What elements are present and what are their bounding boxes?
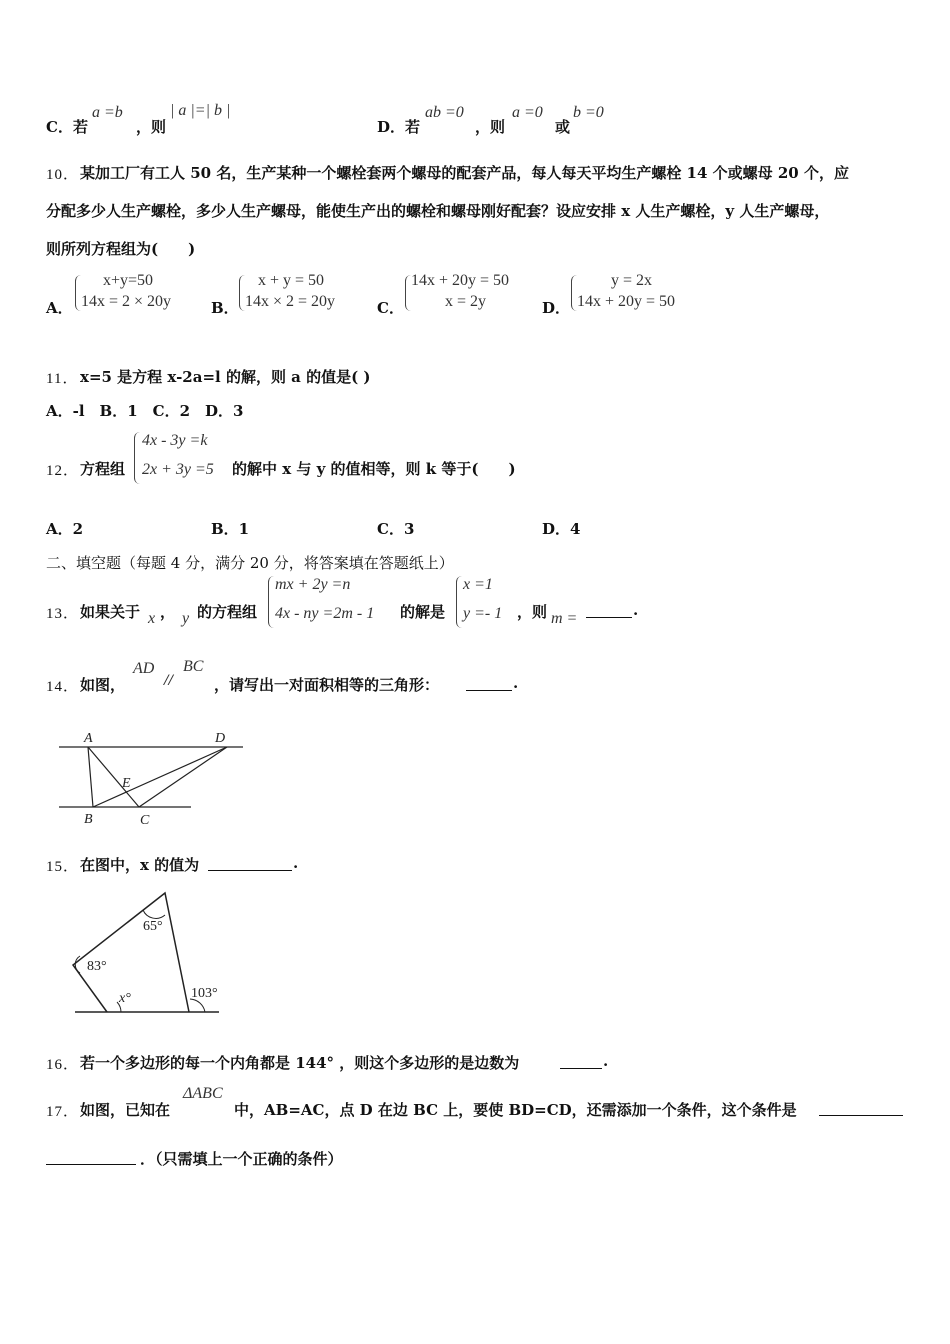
q10-option-a-eq1: x+y=50	[103, 272, 154, 289]
q12-text: 的解中 x 与 y 的值相等，则 k 等于( )	[232, 460, 516, 478]
q9-option-c-then: ，则	[136, 118, 167, 136]
q13-var-x: x	[148, 610, 156, 627]
q13-answer-blank[interactable]	[586, 603, 632, 618]
q11-text: x=5 是方程 x-2a=l 的解，则 a 的值是( )	[80, 368, 371, 386]
q15-text: 在图中，x 的值为	[80, 856, 200, 874]
q9-option-c-result: | a |=| b |	[170, 102, 231, 119]
q9-option-d-then: ，则	[475, 118, 506, 136]
q13-number: 13．	[46, 606, 80, 622]
q10-option-c-eq2: x = 2y	[445, 293, 487, 310]
q14-label-a: A	[84, 731, 93, 746]
q14-label-e: E	[122, 776, 131, 791]
q10-option-d-eq1: y = 2x	[611, 272, 653, 289]
q14-text: ，请写出一对面积相等的三角形：	[214, 676, 440, 694]
q13-eq1: mx + 2y =n	[275, 576, 351, 593]
q10-option-b-eq1: x + y = 50	[258, 272, 325, 289]
q14-number: 14．	[46, 679, 80, 695]
q12-option-c: C．3	[377, 520, 415, 538]
q12-option-b: B．1	[211, 520, 250, 538]
q15-label-65: 65°	[143, 919, 163, 934]
q9-option-d-label: D．若	[377, 118, 421, 136]
q13-lead: 如果关于	[80, 603, 141, 621]
q13-var-y: y	[182, 610, 190, 627]
q14-lead: 如图，	[80, 676, 126, 694]
q10-line-3: 则所列方程组为( )	[46, 240, 196, 258]
q14-tail: .	[513, 674, 519, 692]
q14-label-b: B	[84, 812, 93, 827]
q13-tail: .	[633, 601, 639, 619]
section-2-title: 二、填空题（每题 4 分，满分 20 分，将答案填在答题纸上）	[46, 554, 454, 572]
q12-number: 12．	[46, 463, 80, 479]
q9-option-c-condition: a =b	[92, 104, 123, 121]
q10-option-b-label: B．	[211, 299, 239, 317]
q13-then: ，则	[517, 603, 548, 621]
q13-sol-text: 的解是	[400, 603, 446, 621]
q14-ad: AD	[133, 660, 155, 677]
q15-label-83: 83°	[87, 959, 107, 974]
q17-tail: ．（只需填上一个正确的条件）	[140, 1150, 343, 1168]
q17-lead: 如图，已知在	[80, 1101, 171, 1119]
q17-answer-blank-1[interactable]	[819, 1101, 903, 1116]
q10-option-a-label: A．	[46, 299, 73, 317]
q12-eq2: 2x + 3y =5	[142, 461, 214, 478]
q15-answer-blank[interactable]	[208, 856, 292, 871]
q10-number: 10．	[46, 167, 80, 183]
q13-mid: 的方程组	[197, 603, 258, 621]
q9-option-d-result-2: b =0	[573, 104, 604, 121]
q17-text: 中，AB=AC，点 D 在边 BC 上，要使 BD=CD，还需添加一个条件，这个条件是	[234, 1101, 797, 1119]
q16-tail: .	[603, 1052, 609, 1070]
q16-number: 16．	[46, 1057, 80, 1073]
q14-figure	[55, 725, 250, 830]
q12-option-d: D．4	[542, 520, 581, 538]
q14-bc: BC	[183, 658, 204, 675]
q17-answer-blank-2[interactable]	[46, 1150, 136, 1165]
q15-arc-83	[75, 956, 80, 973]
q10-option-d-eq2: 14x + 20y = 50	[577, 293, 676, 310]
q14-label-c: C	[140, 813, 150, 828]
q10-option-b-eq2: 14x × 2 = 20y	[245, 293, 336, 310]
q12-lead: 方程组	[80, 460, 126, 478]
q13-comma: ，	[160, 603, 176, 621]
q10-option-d-label: D．	[542, 299, 571, 317]
q16-text: 若一个多边形的每一个内角都是 144° ，则这个多边形的是边数为	[80, 1054, 520, 1072]
q9-option-d-condition: ab =0	[425, 104, 464, 121]
q13-eq2: 4x - ny =2m - 1	[275, 605, 375, 622]
q15-tail: .	[293, 854, 299, 872]
q15-figure	[65, 885, 230, 1020]
q17-number: 17．	[46, 1104, 80, 1120]
q15-arc-65	[143, 910, 165, 918]
q14-segment-dc	[139, 747, 227, 807]
q13-ask: m =	[551, 610, 578, 627]
q13-sol2: y =- 1	[463, 605, 503, 622]
q15-label-103: 103°	[191, 986, 218, 1001]
q9-option-d-result-1: a =0	[512, 104, 543, 121]
q16-answer-blank[interactable]	[560, 1054, 602, 1069]
q10-line-2: 分配多少人生产螺栓，多少人生产螺母，能使生产出的螺栓和螺母刚好配套？设应安排 x 人生产螺栓，y 人生产螺母，	[46, 202, 830, 220]
q9-option-d-or: 或	[555, 118, 571, 136]
q13-system-brace	[268, 576, 275, 628]
q11-number: 11．	[46, 371, 79, 387]
q12-brace	[134, 432, 141, 484]
q13-solution-brace	[456, 576, 463, 628]
q14-parallel: //	[164, 672, 173, 689]
q12-eq1: 4x - 3y =k	[142, 432, 208, 449]
q10-line-1: 某加工厂有工人 50 名，生产某种一个螺栓套两个螺母的配套产品，每人每天平均生产螺栓 14 个或螺母 20 个，应	[80, 164, 849, 182]
q15-number: 15．	[46, 859, 80, 875]
q9-option-c-label: C．若	[46, 118, 88, 136]
q11-options: A．-l B．1 C．2 D．3	[46, 402, 244, 420]
q10-option-a-eq2: 14x = 2 × 20y	[81, 293, 172, 310]
q12-option-a: A．2	[46, 520, 84, 538]
q10-option-c-eq1: 14x + 20y = 50	[411, 272, 510, 289]
q14-label-d: D	[215, 731, 226, 746]
q14-answer-blank[interactable]	[466, 676, 512, 691]
q13-sol1: x =1	[463, 576, 493, 593]
q17-triangle: ΔABC	[183, 1085, 223, 1102]
q14-segment-ab	[88, 747, 93, 807]
q15-label-x: x°	[119, 991, 131, 1006]
q10-option-c-label: C．	[377, 299, 404, 317]
q15-quadrilateral	[73, 893, 189, 1012]
